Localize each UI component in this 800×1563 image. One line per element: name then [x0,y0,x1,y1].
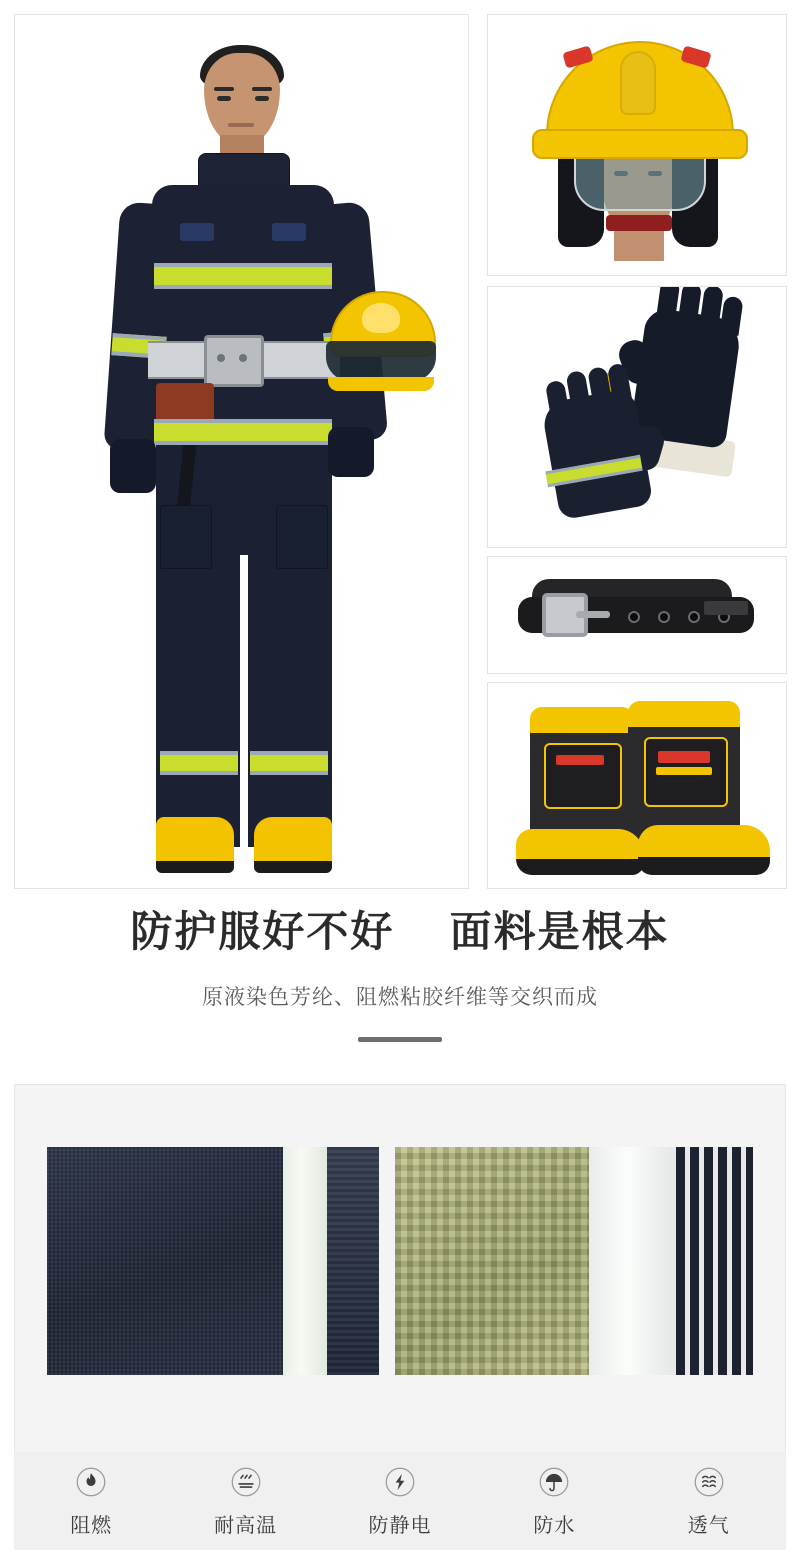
helmet-brim [532,129,748,159]
reflective-stripe-chest [154,263,332,289]
feature-item-waterproof[interactable] [484,1465,624,1538]
feature-label: 透气 [687,1514,730,1537]
fabric-sample-navy-aramid-fabric[interactable] [47,1147,379,1375]
belt-hole [658,611,670,623]
fabric-layer-insulation-white [283,1147,329,1375]
firefighter-figure [52,35,432,875]
subheadline: 原液染色芳纶、阻燃粘胶纤维等交织而成 [202,985,598,1009]
feature-item-breathable[interactable] [639,1465,779,1538]
boot-right [254,817,332,873]
glove-right [328,427,374,477]
breathable-icon [692,1465,726,1499]
headline-part-1: 防护服好不好 [130,908,395,955]
gallery-image-fire-gloves[interactable] [487,286,787,548]
helmet-crest [620,51,656,115]
gallery-image-firefighter-suit-full[interactable] [14,14,469,889]
belt-buckle [204,335,264,387]
trouser-pocket-right [276,505,328,569]
flame-icon [74,1465,108,1499]
belt-buckle-pin [576,611,610,618]
glove-left [110,439,156,493]
fabric-layer-lining-dark [327,1147,379,1375]
belt-hole [628,611,640,623]
held-helmet [324,291,438,401]
helmet-neck-collar [606,215,672,231]
feature-item-flame[interactable] [21,1465,161,1538]
fabric-layer-outer-gold [395,1147,591,1375]
feature-item-antistatic[interactable] [330,1465,470,1538]
boot-shaft-right [628,701,740,841]
boot-shaft-left [530,707,634,839]
figure-eye-left [217,96,231,101]
shoulder-badge-left [180,223,214,241]
feature-label: 阻燃 [70,1514,113,1537]
boot-sole-left [516,859,644,875]
belt-hole [688,611,700,623]
umbrella-icon [537,1465,571,1499]
helmet-band [328,377,434,391]
reflective-stripe-waist [154,419,332,445]
boot-left [156,817,234,873]
fabric-layer-felt-white [589,1147,673,1375]
boot-sole-right [638,857,770,875]
glove-front-hand [540,388,653,521]
figure-mouth [228,123,254,127]
feature-label: 防静电 [368,1514,432,1537]
heat-wave-icon [229,1465,263,1499]
feature-label: 防水 [533,1514,576,1537]
antistatic-icon [383,1465,417,1499]
fabric-sample-gold-aramid-fabric[interactable] [395,1147,753,1375]
figure-eye-right [255,96,269,101]
fabric-photos [15,1085,785,1455]
gallery-image-fire-helmet[interactable] [487,14,787,276]
gloves-art [488,287,787,548]
reflective-stripe-leg-right [250,751,328,775]
boots-art [488,683,787,889]
feature-row [14,1452,786,1550]
feature-item-heat-resistant[interactable] [176,1465,316,1538]
headline-part-2: 面料是根本 [449,908,670,955]
figure-eyebrow-left [214,87,234,91]
gallery-image-fire-belt[interactable] [487,556,787,674]
headline [0,906,800,959]
belt-art [488,557,787,674]
figure-eyebrow-right [252,87,272,91]
reflective-stripe-leg-left [160,751,238,775]
trouser-leg-gap [240,555,248,847]
feature-label: 耐高温 [214,1514,278,1537]
helmet-art [522,25,752,269]
helmet-shield [362,303,400,333]
belt-label-patch [704,601,748,615]
trouser-pocket-left [160,505,212,569]
gallery-image-fire-boots[interactable] [487,682,787,889]
section-divider [358,1037,442,1042]
headline-block [0,890,800,1042]
helmet-visor [326,341,436,381]
shoulder-badge-right [272,223,306,241]
fabric-layer-outer-navy [47,1147,285,1375]
fabric-layer-striped-navy [671,1147,753,1375]
